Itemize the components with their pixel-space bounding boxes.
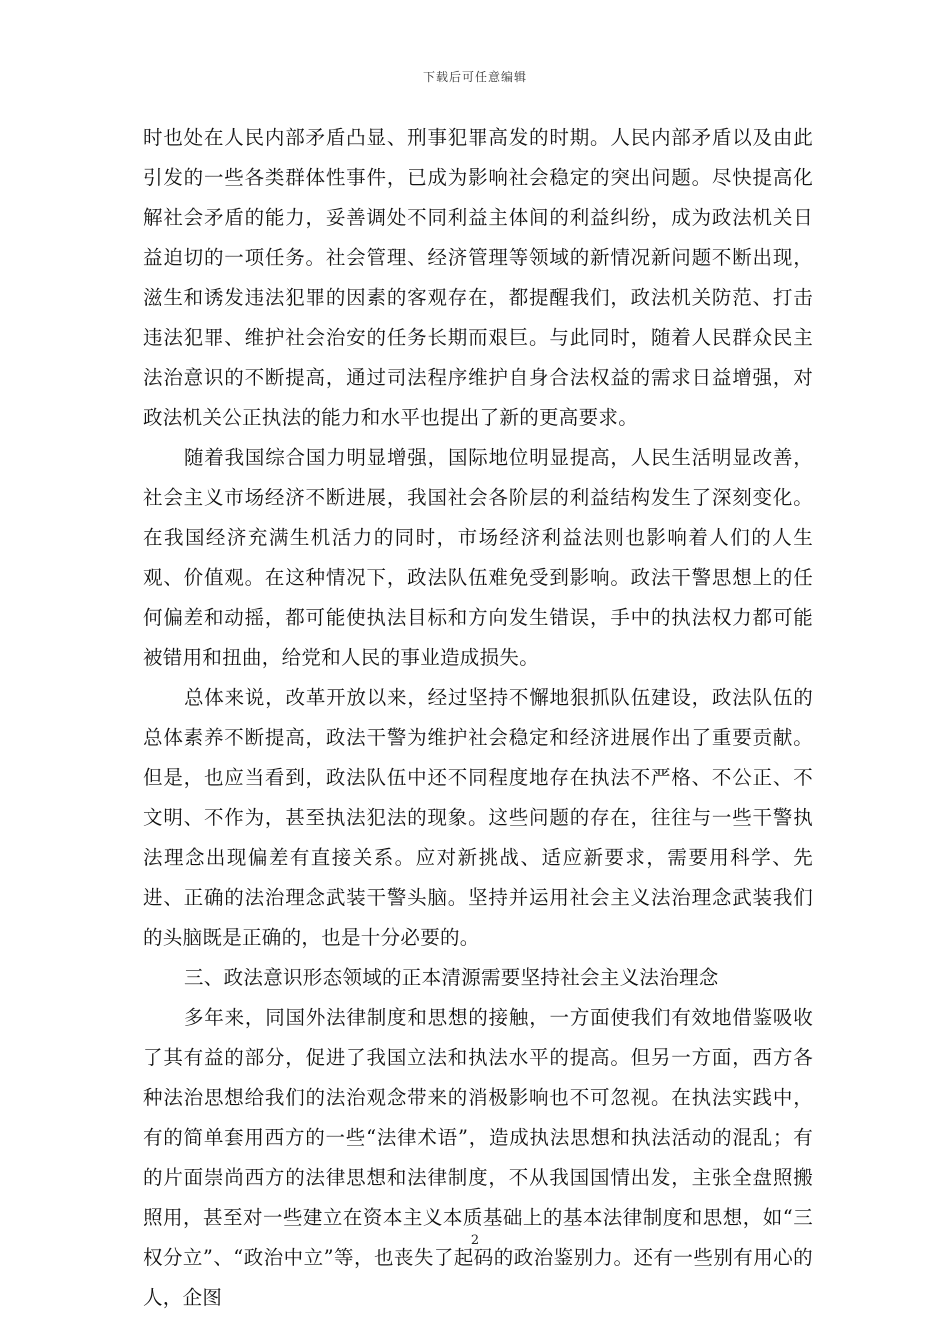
- paragraph: 总体来说，改革开放以来，经过坚持不懈地狠抓队伍建设，政法队伍的总体素养不断提高，政法干警为维护社会稳定和经济进展作出了重要贡献。但是，也应当看到，政法队伍中还不同程度地存在执法不严格、不公正、不文明、不作为，甚至执法犯法的现象。这些问题的存在，往往与一些干警执法理念出现偏差有直接关系。应对新挑战、适应新要求，需要用科学、先进、正确的法治理念武装干警头脑。坚持并运用社会主义法治理念武装我们的头脑既是正确的，也是十分必要的。: [143, 686, 813, 949]
- paragraph: 随着我国综合国力明显增强，国际地位明显提高，人民生活明显改善，社会主义市场经济不断进展，我国社会各阶层的利益结构发生了深刻变化。在我国经济充满生机活力的同时，市场经济利益法则也影响着人们的人生观、价值观。在这种情况下，政法队伍难免受到影响。政法干警思想上的任何偏差和动摇，都可能使执法目标和方向发生错误，手中的执法权力都可能被错用和扭曲，给党和人民的事业造成损失。: [143, 446, 813, 669]
- page-header: 下载后可任意编辑: [422, 70, 527, 84]
- paragraph-continued: 时也处在人民内部矛盾凸显、刑事犯罪高发的时期。人民内部矛盾以及由此引发的一些各类群体性事件，已成为影响社会稳定的突出问题。尽快提高化解社会矛盾的能力，妥善调处不同利益主体间的利益纠纷，成为政法机关日益迫切的一项任务。社会管理、经济管理等领域的新情况新问题不断出现，滋生和诱发违法犯罪的因素的客观存在，都提醒我们，政法机关防范、打击违法犯罪、维护社会治安的任务长期而艰巨。与此同时，随着人民群众民主法治意识的不断提高，通过司法程序维护自身合法权益的需求日益增强，对政法机关公正执法的能力和水平也提出了新的更高要求。: [143, 126, 813, 429]
- paragraph: 多年来，同国外法律制度和思想的接触，一方面使我们有效地借鉴吸收了其有益的部分，促进了我国立法和执法水平的提高。但另一方面，西方各种法治思想给我们的法治观念带来的消极影响也不可忽视。在执法实践中，有的简单套用西方的一些“法律术语”，造成执法思想和执法活动的混乱；有的片面崇尚西方的法律思想和法律制度，不从我国国情出发，主张全盘照搬照用，甚至对一些建立在资本主义本质基础上的基本法律制度和思想，如“三权分立”、“政治中立”等，也丧失了起码的政治鉴别力。还有一些别有用心的人，企图: [143, 1006, 813, 1309]
- document-body: [143, 118, 813, 1318]
- section-heading: 三、政法意识形态领域的正本清源需要坚持社会主义法治理念: [184, 966, 719, 989]
- page-number: 2: [470, 1233, 480, 1248]
